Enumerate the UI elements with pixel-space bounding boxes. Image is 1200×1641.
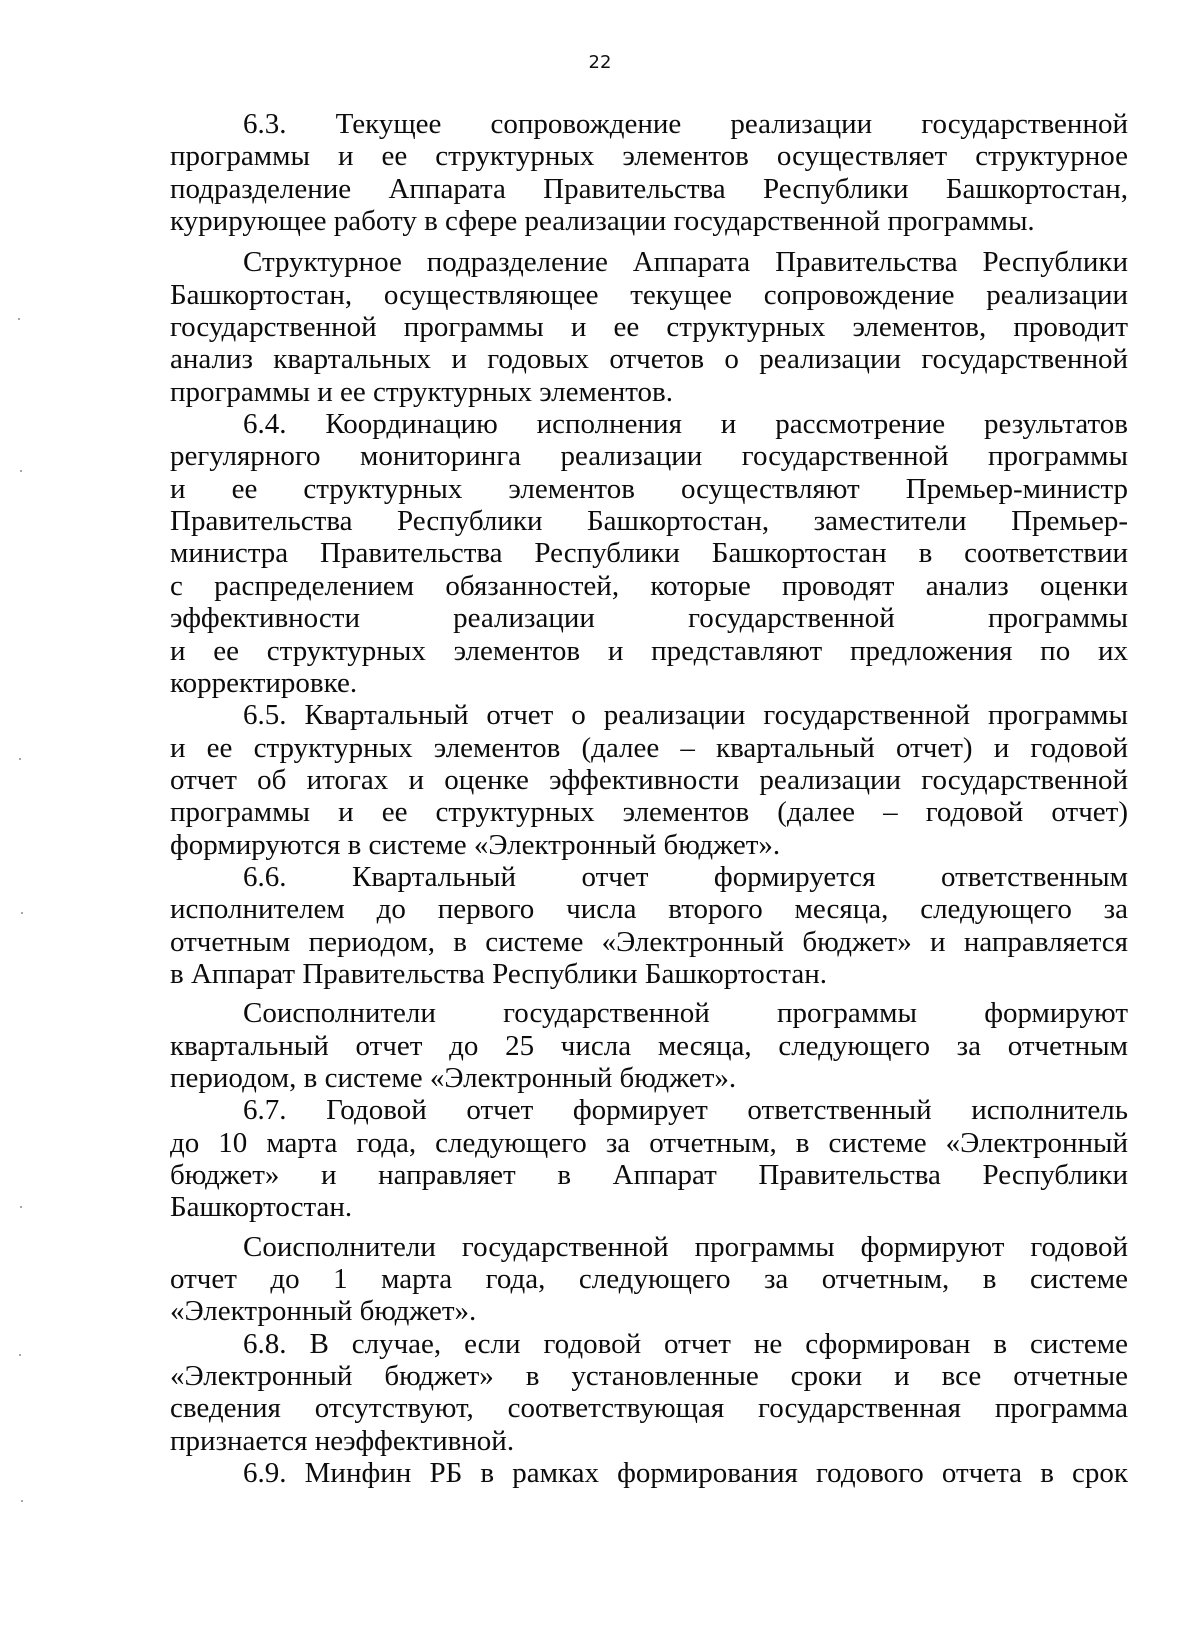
paragraph-6-6: [170, 861, 1128, 990]
paragraph-structural-subdivision: [170, 246, 1128, 408]
text-line: эффективности реализации государственной программы: [170, 602, 1128, 635]
text-line: программы и ее структурных элементов осуществляет структурное: [170, 140, 1128, 173]
text-line: квартальный отчет до 25 числа месяца, следующего за отчетным: [170, 1029, 1128, 1062]
text-line: министра Правительства Республики Башкортостан в соответствии: [170, 537, 1128, 570]
text-line: и ее структурных элементов (далее – квартальный отчет) и годовой: [170, 731, 1128, 764]
text-line: отчет об итогах и оценке эффективности реализации государственной: [170, 763, 1128, 796]
text-line: 6.6. Квартальный отчет формируется ответственным: [243, 860, 1128, 893]
paragraph-6-5: [170, 699, 1128, 861]
text-line: и ее структурных элементов и представляют предложения по их: [170, 634, 1128, 667]
paragraph-6-8: [170, 1328, 1128, 1457]
text-line: 6.8. В случае, если годовой отчет не сформирован в системе: [243, 1327, 1128, 1360]
paragraph-co-executors-annual: [170, 1231, 1128, 1328]
text-line: отчетным периодом, в системе «Электронный бюджет» и направляется: [170, 925, 1128, 958]
text-line: Правительства Республики Башкортостан, заместители Премьер-: [170, 505, 1128, 538]
scan-speck: [20, 1206, 22, 1208]
paragraph-6-7: [170, 1094, 1128, 1223]
text-line: корректировке.: [170, 666, 358, 699]
scan-speck: [19, 758, 21, 760]
text-line: 6.5. Квартальный отчет о реализации государственной программы: [243, 699, 1128, 732]
text-line: курирующее работу в сфере реализации государственной программы.: [170, 205, 1035, 238]
text-line: 6.3. Текущее сопровождение реализации государственной: [243, 108, 1128, 140]
paragraph-6-4: [170, 408, 1128, 699]
text-line: 6.7. Годовой отчет формирует ответственный исполнитель: [243, 1094, 1128, 1127]
text-line: «Электронный бюджет» в установленные сроки и все отчетные: [170, 1360, 1128, 1393]
text-line: Соисполнители государственной программы формируют: [243, 997, 1128, 1030]
text-line: до 10 марта года, следующего за отчетным, в системе «Электронный: [170, 1126, 1128, 1159]
text-line: «Электронный бюджет».: [170, 1295, 477, 1328]
text-line: регулярного мониторинга реализации государственной программы: [170, 440, 1128, 473]
paragraph-6-9: [170, 1457, 1128, 1489]
text-line: Структурное подразделение Аппарата Правительства Республики: [243, 246, 1128, 279]
text-line: формируются в системе «Электронный бюджет».: [170, 828, 781, 861]
paragraph-co-executors-quarterly: [170, 997, 1128, 1094]
text-line: анализ квартальных и годовых отчетов о реализации государственной: [170, 343, 1128, 376]
text-line: Соисполнители государственной программы формируют годовой: [243, 1230, 1128, 1263]
text-line: Башкортостан, осуществляющее текущее сопровождение реализации: [170, 278, 1128, 311]
text-line: подразделение Аппарата Правительства Республики Башкортостан,: [170, 172, 1128, 205]
text-line: программы и ее структурных элементов (далее – годовой отчет): [170, 796, 1128, 829]
text-line: государственной программы и ее структурных элементов, проводит: [170, 311, 1128, 344]
text-line: с распределением обязанностей, которые проводят анализ оценки: [170, 569, 1128, 602]
document-body: [170, 108, 1128, 1489]
text-line: программы и ее структурных элементов.: [170, 375, 673, 408]
text-line: периодом, в системе «Электронный бюджет».: [170, 1061, 737, 1094]
text-line: в Аппарат Правительства Республики Башкортостан.: [170, 957, 827, 990]
text-line: 6.4. Координацию исполнения и рассмотрение результатов: [243, 408, 1128, 441]
text-line: и ее структурных элементов осуществляют Премьер-министр: [170, 472, 1128, 505]
text-line: признается неэффективной.: [170, 1424, 515, 1457]
text-line: отчет до 1 марта года, следующего за отчетным, в системе: [170, 1263, 1128, 1296]
scan-speck: [20, 470, 22, 472]
text-line: Башкортостан.: [170, 1191, 353, 1224]
text-line: исполнителем до первого числа второго месяца, следующего за: [170, 893, 1128, 926]
scan-speck: [21, 1500, 23, 1502]
page-number: 22: [588, 52, 612, 73]
scan-speck: [18, 318, 20, 320]
text-line: 6.9. Минфин РБ в рамках формирования годового отчета в срок: [243, 1457, 1128, 1490]
paragraph-6-3: [170, 108, 1128, 237]
text-line: бюджет» и направляет в Аппарат Правительства Республики: [170, 1159, 1128, 1191]
text-line: сведения отсутствуют, соответствующая государственная программа: [170, 1392, 1128, 1425]
scan-speck: [19, 1354, 21, 1356]
scan-speck: [21, 912, 23, 914]
